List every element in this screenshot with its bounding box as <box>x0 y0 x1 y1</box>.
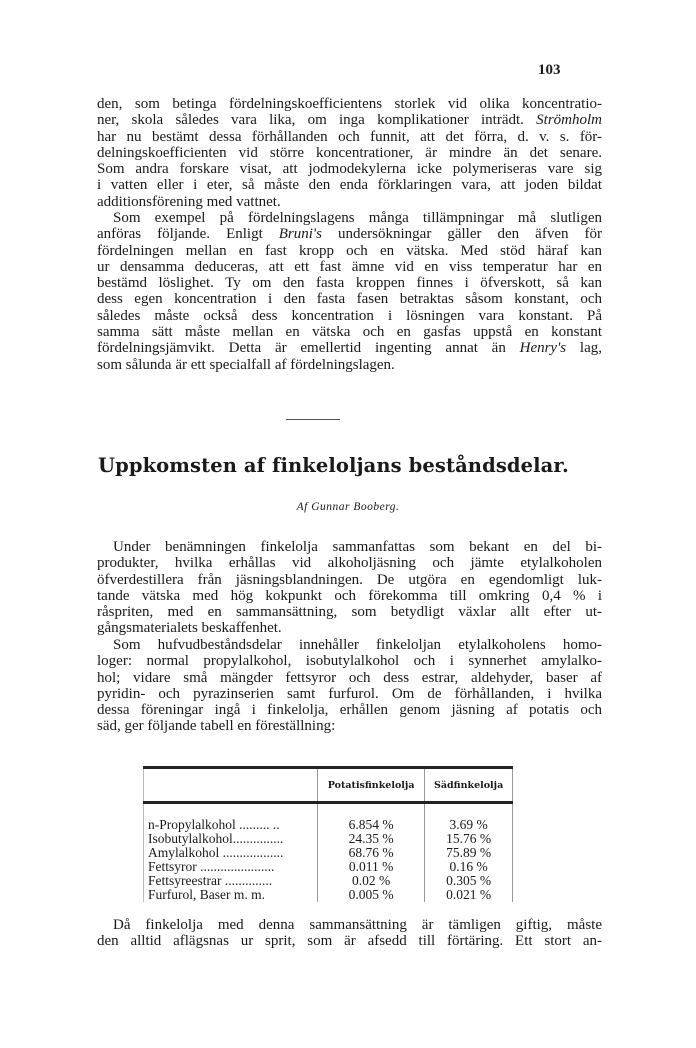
row-label: Isobutylalkohol............... <box>144 832 318 846</box>
table-row <box>144 846 513 860</box>
sad-value: 75.89 % <box>425 846 513 860</box>
text-run: i vatten eller i eter, så måste den enda förklaringen vara, att joden bildat <box>97 177 602 194</box>
text-run: hol; vidare små mängder fettsyror och dess estrar, aldehyder, baser af <box>97 669 602 686</box>
row-label: Amylalkohol .................. <box>144 846 318 860</box>
text-line <box>97 145 602 161</box>
table-row <box>144 874 513 888</box>
text-run: delningskoefficienten vid större koncentrationer, är mindre än det senare. <box>97 144 602 161</box>
text-run: den alltid aflägsnas ur sprit, som är afsedd till förtäring. Ett stort an- <box>97 933 602 950</box>
text-line <box>97 112 602 128</box>
text-run: Under benämningen finkelolja sammanfattas som bekant en del bi- <box>113 539 602 555</box>
text-run: ner, skola således vara lika, om inga komplikationer inträdt. <box>97 112 537 129</box>
text-line <box>97 210 602 226</box>
text-run: råspriten, med en sammansättning, som betydligt växlar allt efter ut- <box>97 604 602 621</box>
row-label: n-Propylalkohol ......... .. <box>144 818 318 832</box>
text-run: anföras följande. Enligt <box>97 226 279 243</box>
text-line <box>97 226 602 242</box>
text-line <box>97 917 602 933</box>
text-run: tande vätska med hög kokpunkt och förekomma till omkring 0,4 % i <box>97 587 602 604</box>
text-line <box>97 588 602 604</box>
header-potatis: Potatisfinkelolja <box>318 768 425 803</box>
text-run: undersökningar gäller den äfven för <box>321 226 602 243</box>
table-header-row <box>144 768 513 803</box>
text-run: produkter, hvilka erhållas vid alkoholjäsning och jämte etylalkoholen <box>97 555 602 572</box>
text-run: den, som betinga fördelningskoefficientens storlek vid olika koncentratio- <box>97 96 602 112</box>
sad-value: 0.021 % <box>425 888 513 902</box>
text-run: additionsförening med vattnet. <box>97 193 281 210</box>
potatis-value: 24.35 % <box>318 832 425 846</box>
text-run: Som andra forskare visat, att jodmodekylerna icke polymeriseras vare sig <box>97 161 602 178</box>
text-line <box>97 933 602 949</box>
sad-value: 15.76 % <box>425 832 513 846</box>
text-line <box>97 194 602 210</box>
potatis-value: 0.005 % <box>318 888 425 902</box>
text-run: Då finkelolja med denna sammansättning är tämligen giftig, måste <box>113 917 602 933</box>
text-run: bestämd löslighet. Ty om den fasta kroppen finnes i öfverskott, så kan <box>97 275 602 292</box>
potatis-value: 0.02 % <box>318 874 425 888</box>
text-run: som sålunda är ett specialfall af fördelningslagen. <box>97 356 395 373</box>
paragraph-2 <box>97 210 602 373</box>
italic-name: Henry's <box>519 340 567 357</box>
row-label: Fettsyror ...................... <box>144 860 318 874</box>
paragraph-3 <box>97 539 602 637</box>
text-run: gångsmaterialets beskaffenhet. <box>97 620 282 637</box>
text-line <box>97 702 602 718</box>
table-row <box>144 888 513 902</box>
section-divider <box>286 419 340 420</box>
text-run: fördelningsjämvikt. Detta är emellertid ingenting annat än <box>97 340 520 357</box>
header-label <box>144 768 318 803</box>
text-run: öfverdestillera från jäsningsblandningen. De utgöra en egendomligt luk- <box>97 571 602 588</box>
text-line <box>97 308 602 324</box>
text-run: har nu bestämt dessa förhållanden och funnit, att det förra, d. v. s. för- <box>97 128 602 145</box>
text-run: lag, <box>566 340 602 357</box>
page-number: 103 <box>538 62 561 78</box>
text-run: pyridin- och pyrazinserien samt furfurol. Om de förhållanden, i hvilka <box>97 685 602 702</box>
table-row <box>144 832 513 846</box>
text-run: Som exempel på fördelningslagens många tillämpningar må slutligen <box>113 210 602 226</box>
text-line <box>97 555 602 571</box>
text-run: ur densamma deduceras, att ett fast ämne vid en viss temperatur har en <box>97 258 602 275</box>
paragraph-1 <box>97 96 602 210</box>
sad-value: 3.69 % <box>425 818 513 832</box>
row-label: Furfurol, Baser m. m. <box>144 888 318 902</box>
text-line <box>97 243 602 259</box>
text-line <box>97 604 602 620</box>
text-run: Som hufvudbeståndsdelar innehåller finkeloljan etylalkoholens homo- <box>113 637 602 653</box>
text-line <box>97 653 602 669</box>
italic-name: Bruni's <box>278 226 322 243</box>
text-line <box>97 539 602 555</box>
table-row <box>144 818 513 832</box>
paragraph-4 <box>97 637 602 735</box>
author-byline: Af Gunnar Booberg. <box>296 501 400 513</box>
text-line <box>97 96 602 112</box>
text-line <box>97 177 602 193</box>
potatis-value: 0.011 % <box>318 860 425 874</box>
text-line <box>97 161 602 177</box>
composition-table <box>143 766 513 902</box>
italic-name: Strömholm <box>536 112 602 129</box>
potatis-value: 6.854 % <box>318 818 425 832</box>
text-line <box>97 324 602 340</box>
text-line <box>97 670 602 686</box>
text-line <box>97 637 602 653</box>
text-run: fördelningen mellan en fast kropp och en vätska. Med stöd häraf kan <box>97 242 602 259</box>
text-run: loger: normal propylalkohol, isobutylalkohol och i synnerhet amylalko- <box>97 653 602 670</box>
paragraph-5 <box>97 917 602 950</box>
text-line <box>97 129 602 145</box>
potatis-value: 68.76 % <box>318 846 425 860</box>
text-line <box>97 572 602 588</box>
header-sad: Sädfinkelolja <box>425 768 513 803</box>
text-line <box>97 275 602 291</box>
text-line <box>97 357 602 373</box>
row-label: Fettsyreestrar .............. <box>144 874 318 888</box>
text-run: således måste också dess koncentration i lösningen vara konstant. På <box>97 307 602 324</box>
sad-value: 0.16 % <box>425 860 513 874</box>
text-run: säd, ger följande tabell en föreställning: <box>97 718 336 735</box>
text-line <box>97 259 602 275</box>
text-run: samma sätt måste mellan en vätska och en gasfas uppstå en konstant <box>97 324 602 341</box>
table-row <box>144 860 513 874</box>
text-line <box>97 620 602 636</box>
text-line <box>97 291 602 307</box>
section-title: Uppkomsten af finkeloljans beståndsdelar. <box>98 454 569 477</box>
text-run: dessa föreningar ingå i finkelolja, erhållen genom jäsning af potatis och <box>97 702 602 719</box>
text-run: dess egen koncentration i den fasta fasen betraktas såsom konstant, och <box>97 291 602 308</box>
sad-value: 0.305 % <box>425 874 513 888</box>
text-line <box>97 686 602 702</box>
text-line <box>97 340 602 356</box>
text-line <box>97 718 602 734</box>
